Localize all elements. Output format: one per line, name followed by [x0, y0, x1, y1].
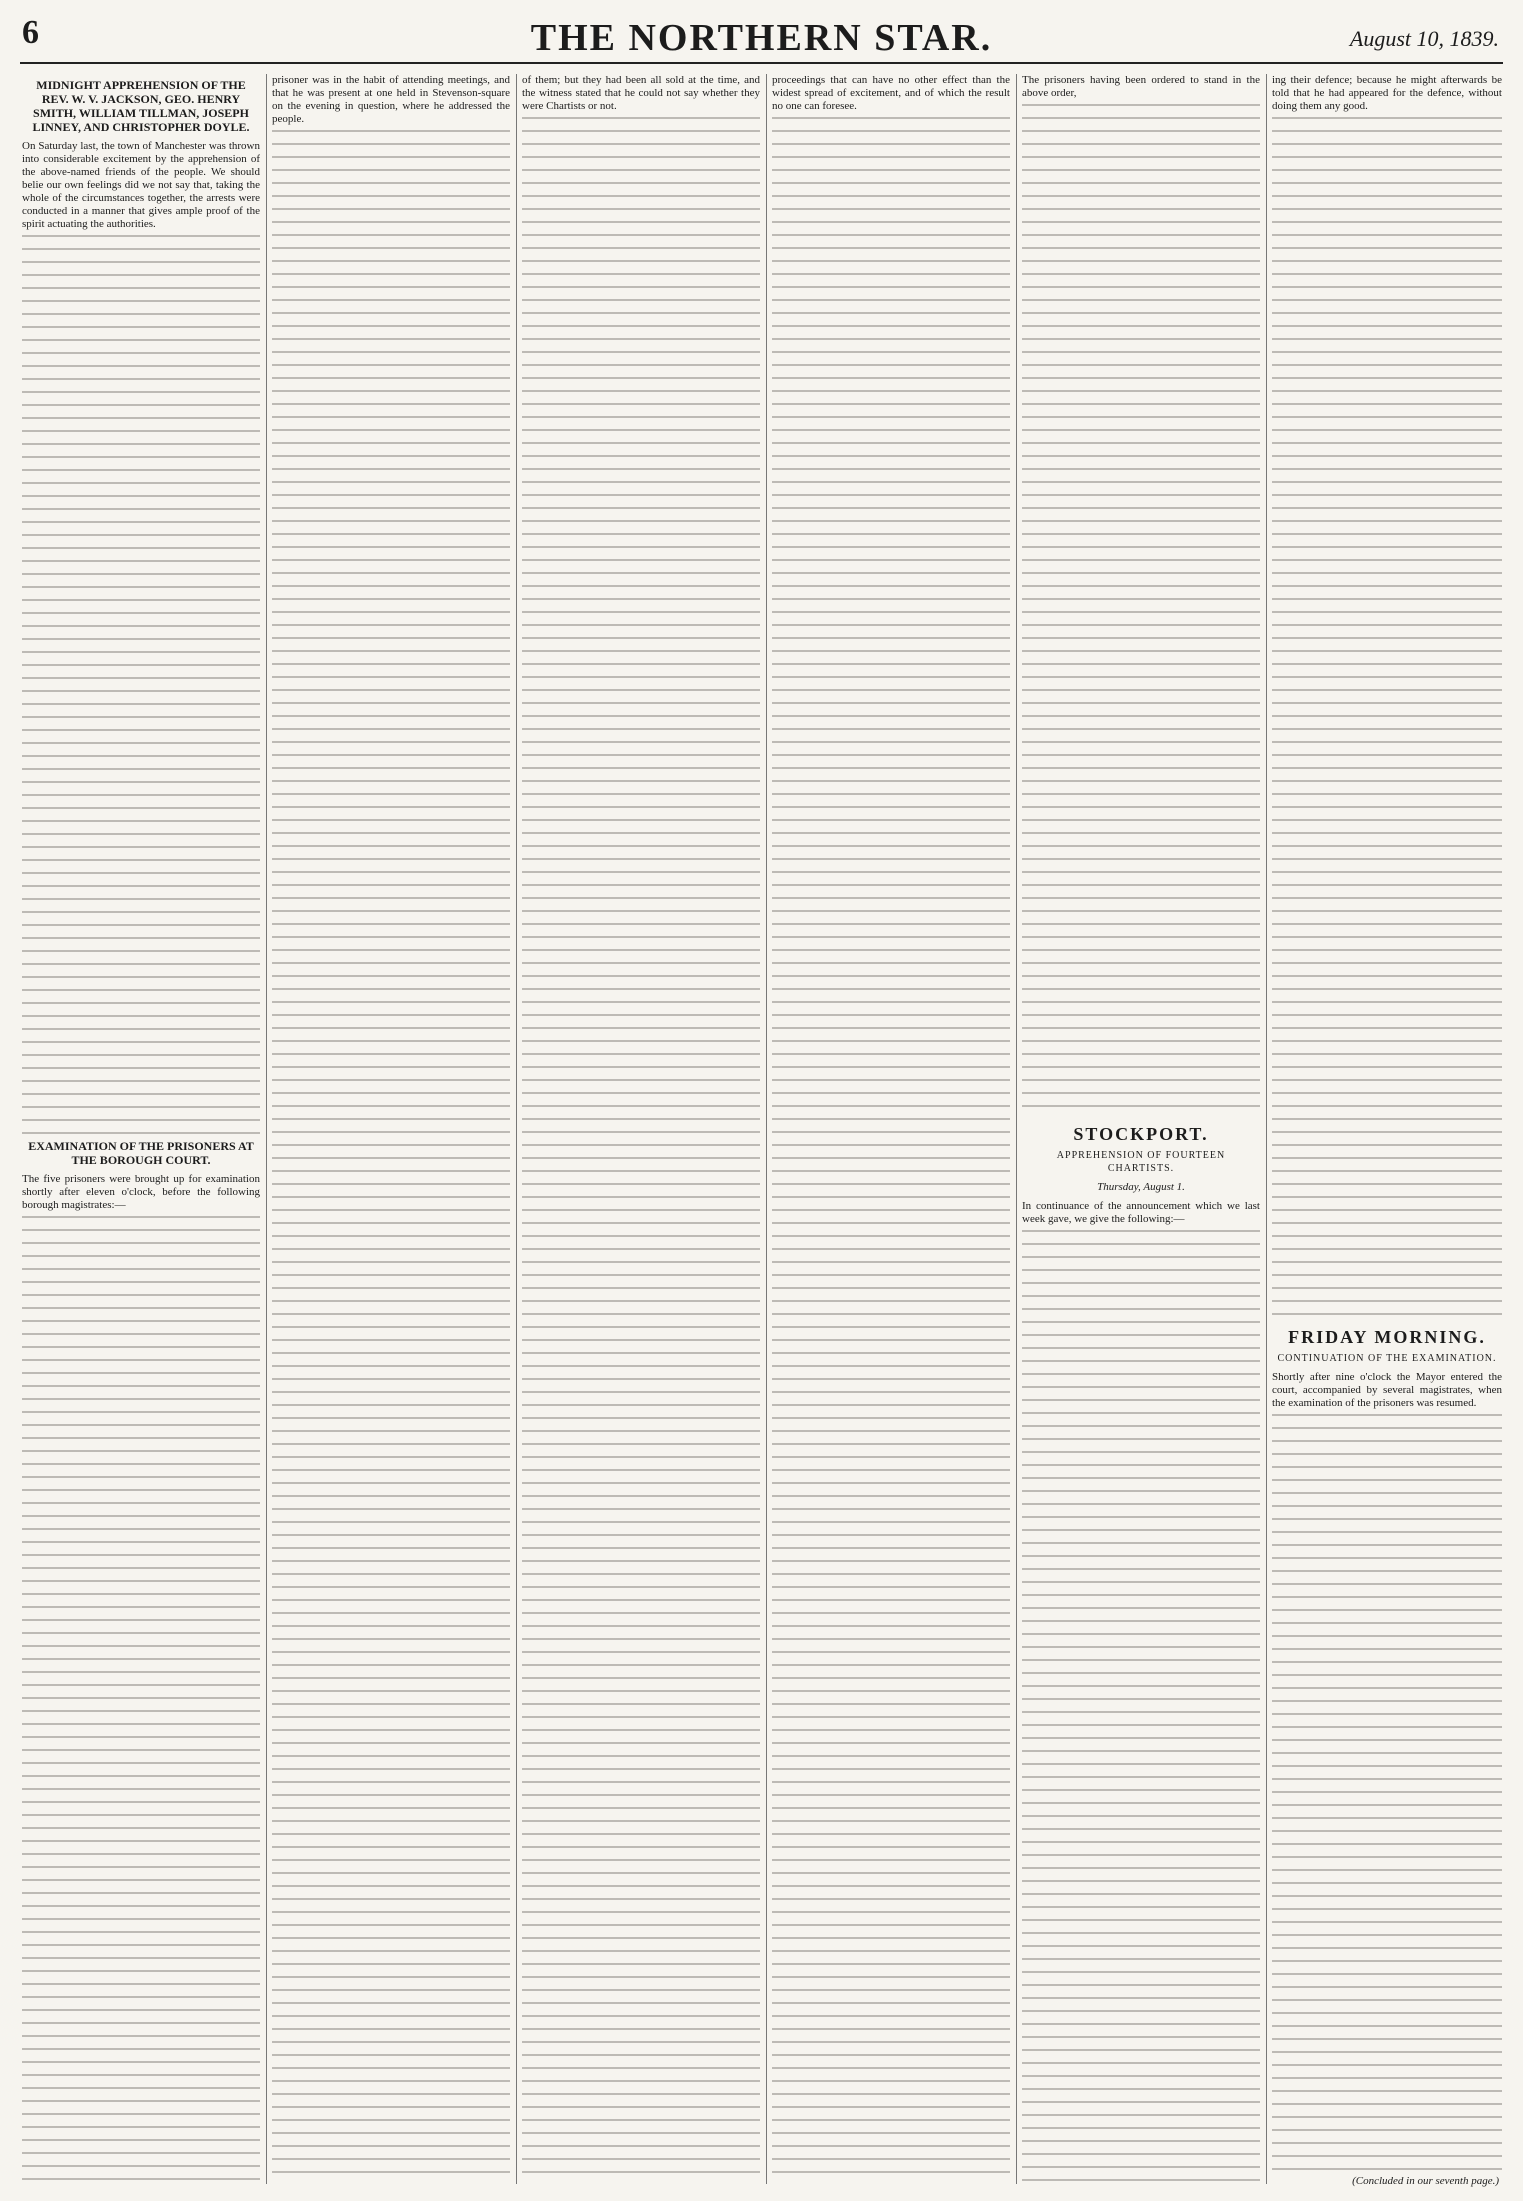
- column-5: [1022, 74, 1260, 2184]
- stockport-body-text: [1022, 1230, 1260, 2184]
- column-divider: [1016, 74, 1017, 2184]
- column-body-text: [1272, 117, 1502, 1317]
- stockport-heading: STOCKPORT.: [1073, 1124, 1209, 1144]
- column-lead: The prisoners having been ordered to stand in the above order,: [1022, 74, 1260, 99]
- column-lead: prisoner was in the habit of attending meetings, and that he was present at one held in Stevenson-square on the evening in question, where he addressed the people.: [272, 74, 510, 125]
- examination-body-text: [22, 1216, 260, 2184]
- examination-headline: EXAMINATION OF THE PRISONERS AT THE BOROUGH COURT.: [28, 1139, 254, 1167]
- column-1: [22, 74, 260, 2184]
- friday-morning-heading: FRIDAY MORNING.: [1288, 1327, 1486, 1347]
- newspaper-title: THE NORTHERN STAR.: [530, 17, 993, 59]
- continued-note: (Concluded in our seventh page.): [1352, 2175, 1499, 2187]
- column-3: [522, 74, 760, 2184]
- article-headline: MIDNIGHT APPREHENSION OF THE REV. W. V. JACKSON, GEO. HENRY SMITH, WILLIAM TILLMAN, JOSEPH LINNEY, AND CHRISTOPHER DOYLE.: [32, 78, 250, 134]
- stockport-date: Thursday, August 1.: [1097, 1181, 1185, 1193]
- column-divider: [266, 74, 267, 2184]
- friday-morning-body-text: [1272, 1414, 1502, 2174]
- column-lead: proceedings that can have no other effect than the widest spread of excitement, and of which the result no one can foresee.: [772, 74, 1010, 112]
- issue-date: August 10, 1839.: [1349, 26, 1499, 51]
- column-2: [272, 74, 510, 2184]
- masthead-rule: [20, 62, 1503, 64]
- column-4: [772, 74, 1010, 2184]
- stockport-lead: In continuance of the announcement which we last week gave, we give the following:—: [1022, 1200, 1260, 1225]
- column-divider: [516, 74, 517, 2184]
- column-body-text: [522, 117, 760, 2177]
- friday-morning-subheading: CONTINUATION OF THE EXAMINATION.: [1277, 1353, 1497, 1364]
- masthead: [20, 14, 1503, 62]
- article-body-text: [22, 235, 260, 1135]
- stockport-subheading: APPREHENSION OF FOURTEEN CHARTISTS.: [1056, 1150, 1226, 1174]
- friday-morning-lead: Shortly after nine o'clock the Mayor entered the court, accompanied by several magistrates, when the examination of the prisoners was resumed.: [1272, 1371, 1502, 1409]
- column-divider: [766, 74, 767, 2184]
- column-body-text: [272, 130, 510, 2184]
- article-lead: On Saturday last, the town of Manchester was thrown into considerable excitement by the apprehension of the above-named friends of the people. We should belie our own feelings did we not say that, taking the whole of the circumstances together, the arrests were conducted in a manner that gives ample proof of the spirit actuating the authorities.: [22, 140, 260, 230]
- column-divider: [1266, 74, 1267, 2184]
- examination-lead: The five prisoners were brought up for examination shortly after eleven o'clock, before the following borough magistrates:—: [22, 1173, 260, 1211]
- column-body-text: [1022, 104, 1260, 1114]
- column-6: [1272, 74, 1502, 2184]
- page-number: 6: [22, 14, 39, 51]
- column-lead: of them; but they had been all sold at the time, and the witness stated that he could not say whether they were Chartists or not.: [522, 74, 760, 112]
- column-body-text: [772, 117, 1010, 2177]
- column-lead: ing their defence; because he might afterwards be told that he had appeared for the defence, without doing them any good.: [1272, 74, 1502, 112]
